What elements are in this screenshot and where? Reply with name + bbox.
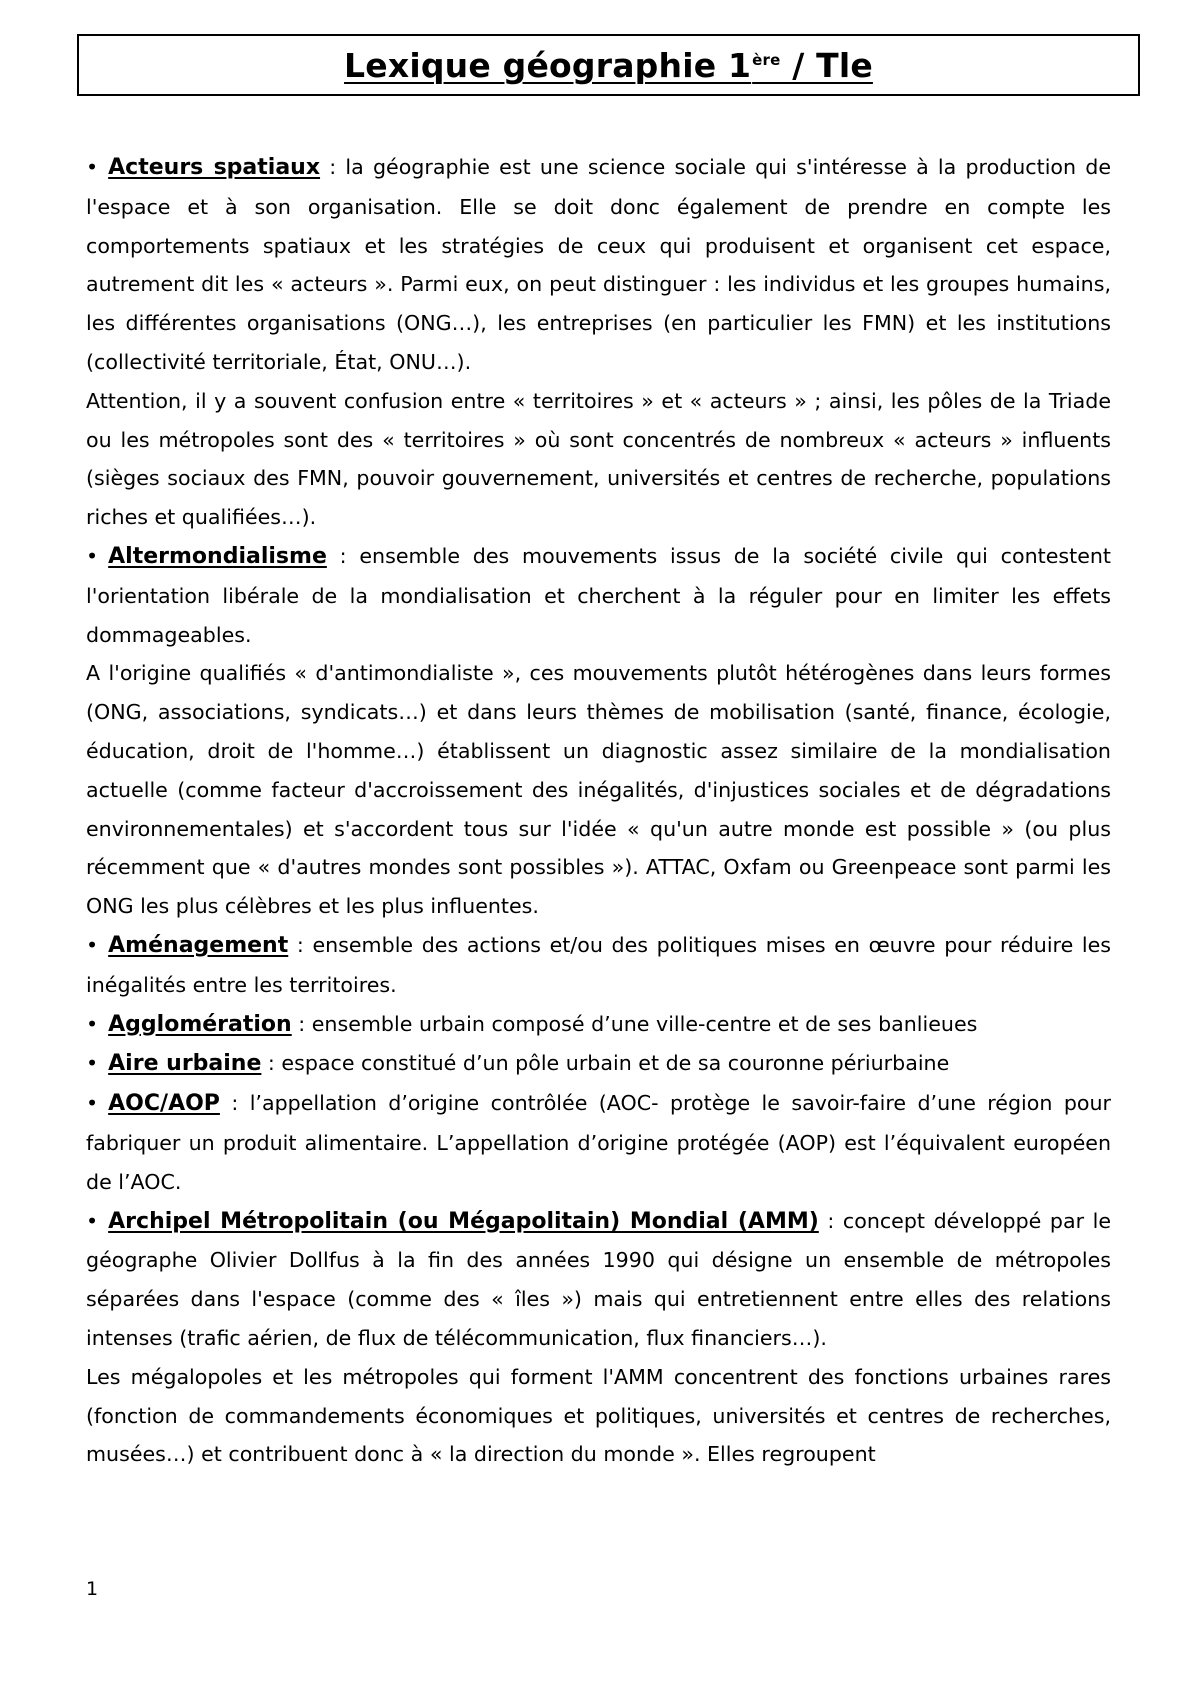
glossary-definition: espace constitué d’un pôle urbain et de sa couronne périurbaine: [281, 1051, 950, 1076]
page-number: 1: [86, 1578, 99, 1600]
glossary-entry: [86, 1202, 1111, 1358]
bullet-icon: •: [86, 543, 99, 568]
glossary-term: Aménagement: [108, 932, 289, 958]
glossary-entry: [86, 1084, 1111, 1201]
glossary-definition: concept développé par le géographe Olivier Dollfus à la fin des années 1990 qui désigne un ensemble de métropoles séparées dans l'espace (comme des « îles ») mais qui entretiennent entre elles des relations intenses (trafic aérien, de flux de télécommunication, flux financiers…).: [86, 1208, 1112, 1350]
glossary-paragraph: Attention, il y a souvent confusion entre « territoires » et « acteurs » ; ainsi, les pôles de la Triade ou les métropoles sont des « territoires » où sont concentrés de nombreux « acteurs » influents (sièges sociaux des FMN, pouvoir gouvernement, universités et centres de recherche, populations riches et qualifiées…).: [86, 388, 1111, 530]
term-separator: :: [326, 543, 360, 568]
glossary-paragraph: A l'origine qualifiés « d'antimondialiste », ces mouvements plutôt hétérogènes dans leurs formes (ONG, associations, syndicats…) et dans leurs thèmes de mobilisation (santé, finance, écologie, éducation, droit de l'homme…) établissent un diagnostic assez similaire de la mondialisation actuelle (comme facteur d'accroissement des inégalités, d'injustices sociales et de dégradations environnementales) et s'accordent tous sur l'idée « qu'un autre monde est possible » (ou plus récemment que « d'autres mondes sont possibles »). ATTAC, Oxfam ou Greenpeace sont parmi les ONG les plus célèbres et les plus influentes.: [86, 661, 1111, 919]
glossary-term: Aire urbaine: [108, 1051, 262, 1077]
title-rest: / Tle: [780, 45, 873, 85]
glossary-definition: ensemble des mouvements issus de la société civile qui contestent l'orientation libérale de la mondialisation et cherchent à la réguler pour en limiter les effets dommageables.: [86, 543, 1111, 647]
bullet-icon: •: [86, 1208, 99, 1233]
glossary-term: AOC/AOP: [108, 1091, 220, 1117]
term-separator: :: [219, 1091, 250, 1116]
glossary-definition: l’appellation d’origine contrôlée (AOC- protège le savoir-faire d’une région pour fabriquer un produit alimentaire. L’appellation d’origine protégée (AOP) est l’équivalent européen de l’AOC.: [86, 1091, 1112, 1194]
term-separator: :: [818, 1208, 843, 1233]
bullet-icon: •: [86, 1011, 99, 1036]
term-separator: :: [288, 932, 313, 957]
term-separator: :: [261, 1051, 282, 1076]
glossary-term: Agglomération: [108, 1011, 292, 1037]
glossary-definition: ensemble des actions et/ou des politiques mises en œuvre pour réduire les inégalités entre les territoires.: [86, 932, 1111, 997]
term-separator: :: [320, 155, 346, 179]
title-box: [77, 34, 1140, 96]
glossary-term: Archipel Métropolitain (ou Mégapolitain) Mondial (AMM): [108, 1208, 819, 1234]
glossary-entry: [86, 537, 1111, 654]
glossary-entry: [86, 148, 1111, 382]
glossary-entry: [86, 1005, 1111, 1045]
glossary-entry: [86, 1044, 1111, 1084]
title-main: Lexique géographie 1: [344, 45, 752, 85]
glossary-content: [86, 148, 1111, 1474]
bullet-icon: •: [86, 1051, 99, 1076]
bullet-icon: •: [86, 932, 99, 957]
bullet-icon: •: [86, 155, 99, 179]
glossary-paragraph: Les mégalopoles et les métropoles qui forment l'AMM concentrent des fonctions urbaines rares (fonction de commandements économiques et politiques, universités et centres de recherches, musées…) et contribuent donc à « la direction du monde ». Elles regroupent: [86, 1364, 1111, 1467]
term-separator: :: [291, 1011, 312, 1036]
glossary-entry: [86, 926, 1111, 1005]
glossary-definition: la géographie est une science sociale qui s'intéresse à la production de l'espace et à son organisation. Elle se doit donc également de prendre en compte les comportements spatiaux et les stratégies de ceux qui produisent et organisent cet espace, autrement dit les « acteurs ». Parmi eux, on peut distinguer : les individus et les groupes humains, les différentes organisations (ONG…), les entreprises (en particulier les FMN) et les institutions (collectivité territoriale, État, ONU…).: [86, 155, 1112, 374]
glossary-definition: ensemble urbain composé d’une ville-centre et de ses banlieues: [311, 1011, 978, 1036]
title-superscript: ère: [752, 50, 781, 69]
page-title: [344, 46, 873, 85]
glossary-term: Acteurs spatiaux: [108, 155, 321, 180]
bullet-icon: •: [86, 1091, 99, 1116]
glossary-term: Altermondialisme: [108, 543, 327, 569]
